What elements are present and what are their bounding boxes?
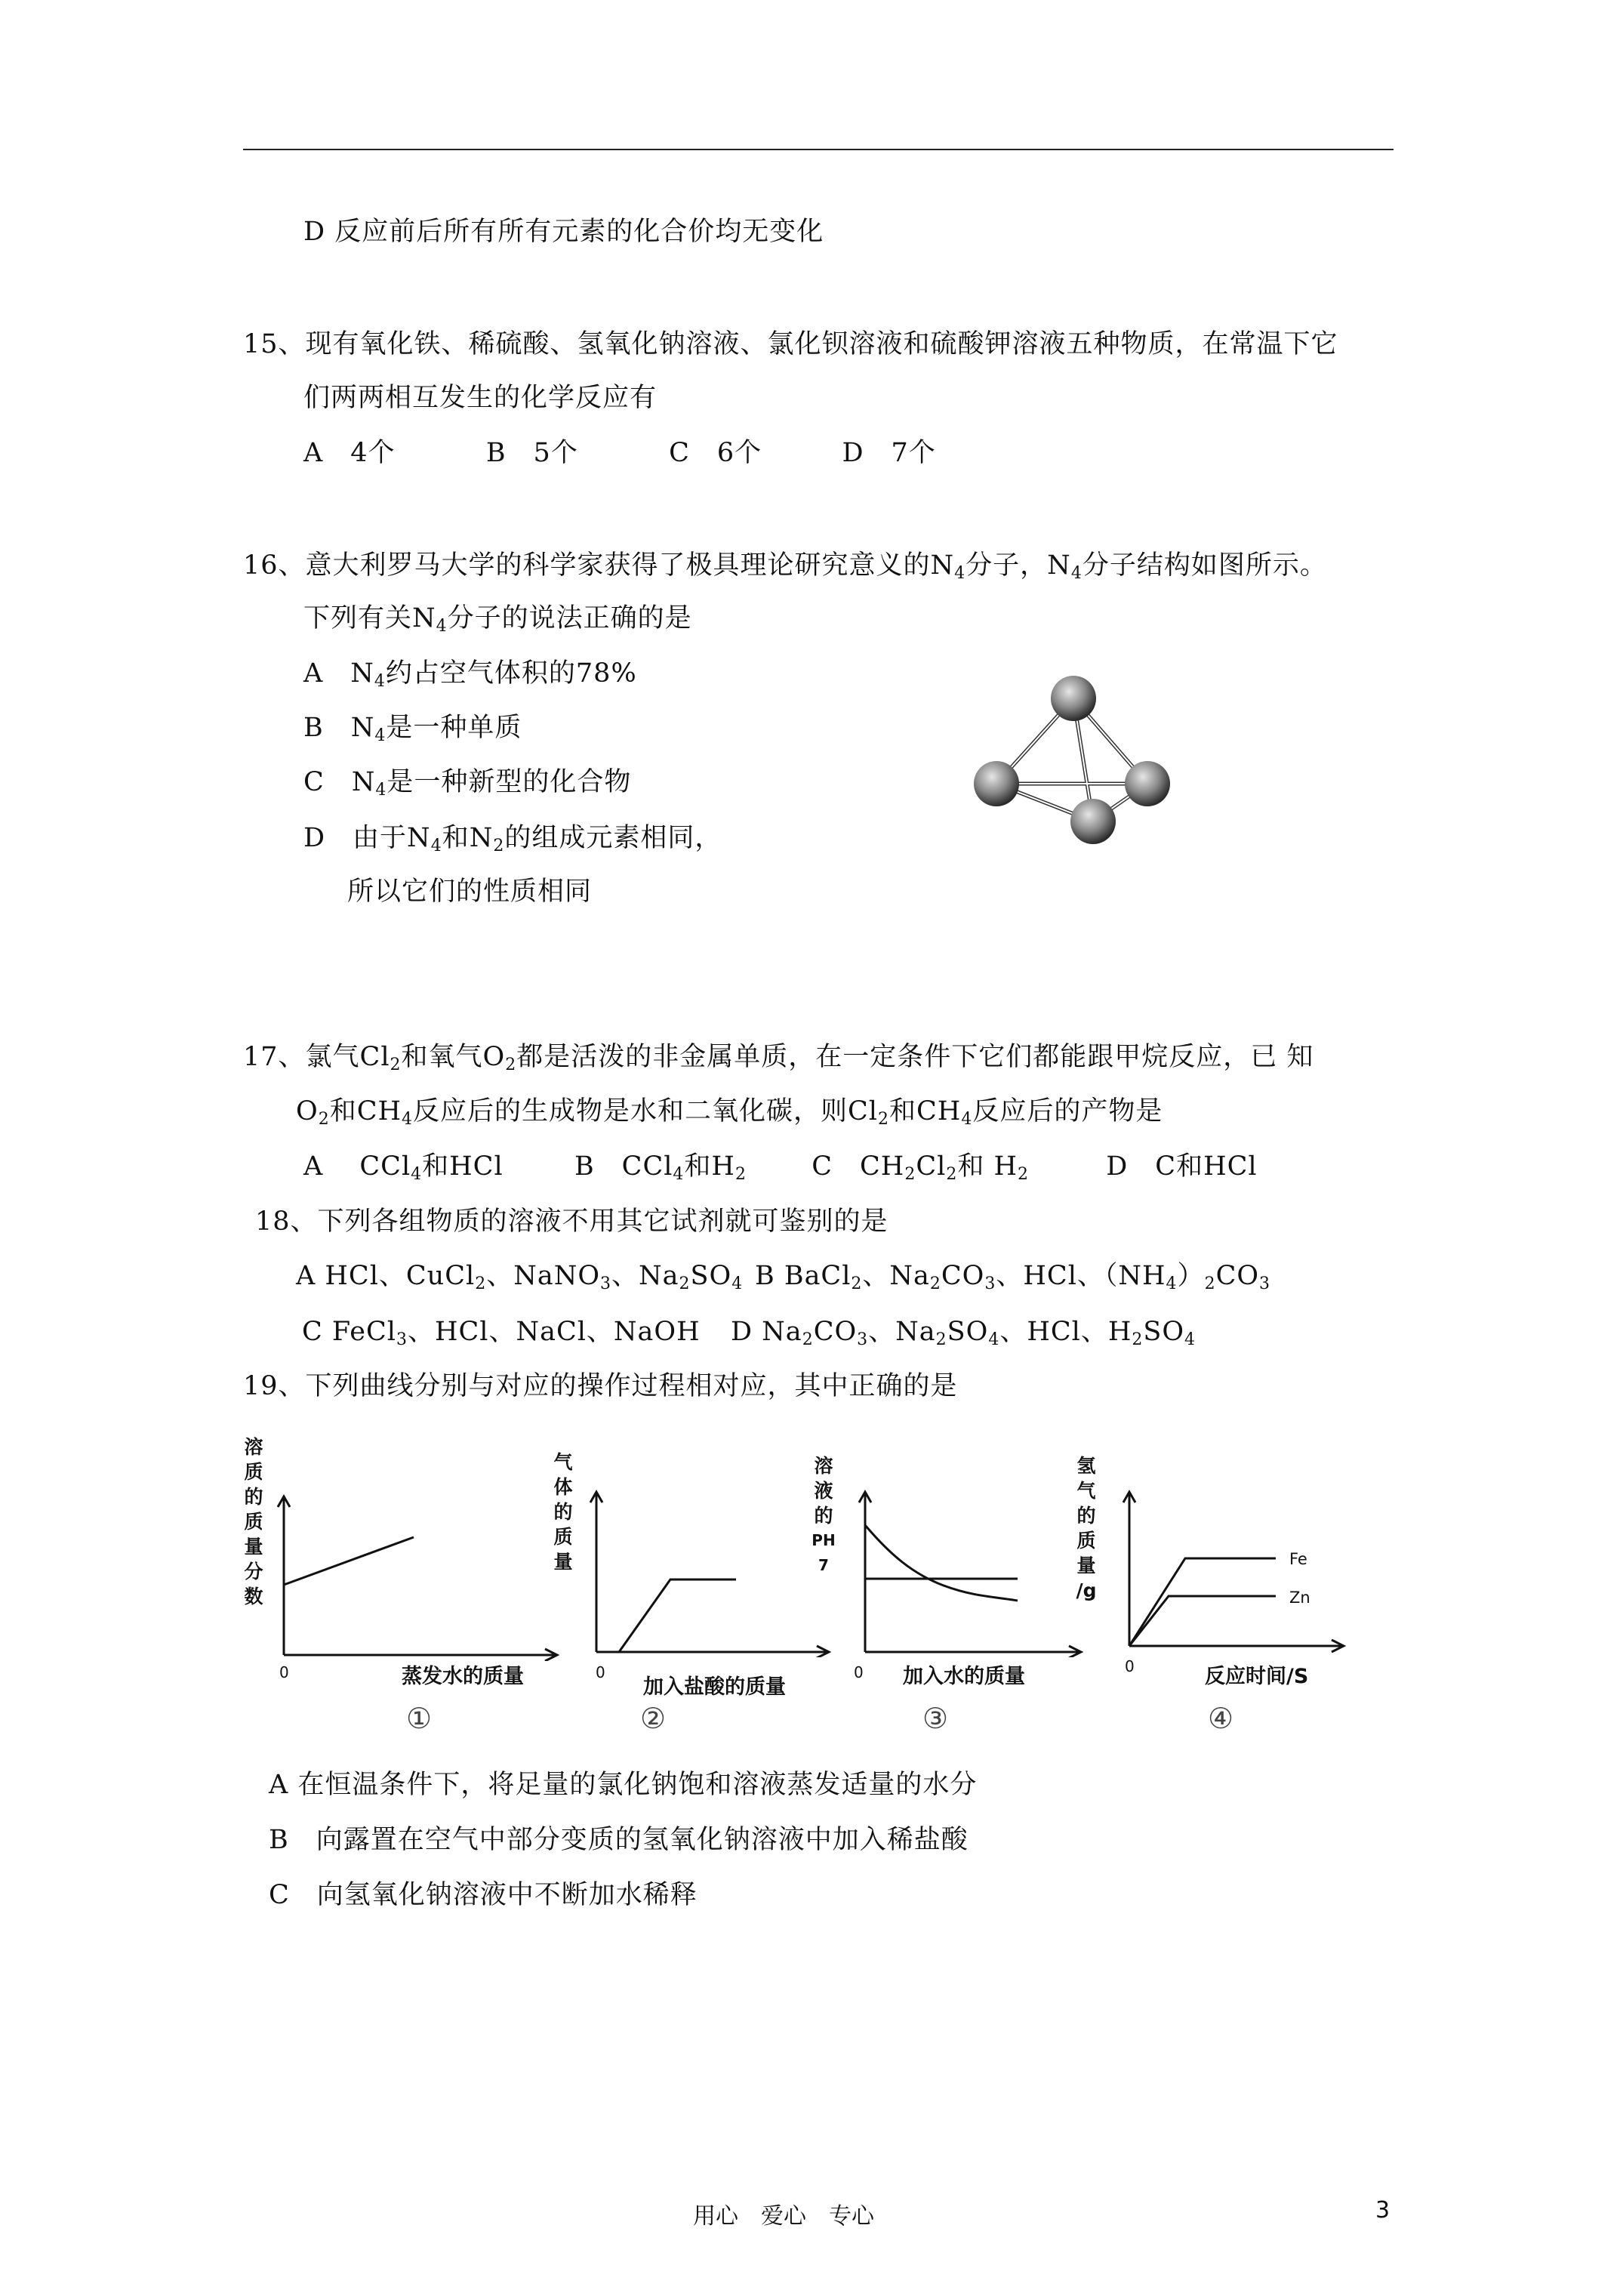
q19-option-b: B 向露置在空气中部分变质的氢氧化钠溶液中加入稀盐酸: [269, 1825, 969, 1855]
graph-4-ylabel: 氢 气 的 质 量 /g: [1076, 1455, 1097, 1601]
q16-stem-line1: 16、意大利罗马大学的科学家获得了极具理论研究意义的$N_4$分子，$N_4$分子结构如图所示。: [243, 550, 1327, 583]
graph-1-curve: [284, 1537, 414, 1585]
q18-stem: 18、下列各组物质的溶液不用其它试剂就可鉴别的是: [255, 1207, 888, 1237]
graph-2-xlabel: 加入盐酸的质量: [643, 1675, 786, 1699]
q17-option-d: D C和HCl: [1106, 1151, 1258, 1182]
graph-4-zn-curve: [1129, 1596, 1276, 1646]
graph-4-xlabel: 反应时间/S: [1205, 1665, 1309, 1688]
n-atom: [974, 761, 1019, 806]
graph-4-number: ④: [1208, 1702, 1234, 1735]
q16-option-b: B $N_4$是一种单质: [303, 713, 522, 745]
q16-option-a: A $N_4$约占空气体积的78%: [303, 658, 637, 691]
graph-3-plot: [838, 1480, 1087, 1657]
page-number: 3: [1375, 2197, 1390, 2224]
graph-4-legend-zn: Zn: [1289, 1589, 1310, 1607]
q14-option-d: D 反应前后所有所有元素的化合价均无变化: [303, 217, 824, 247]
graph-2-number: ②: [640, 1702, 667, 1735]
q15-stem-line2: 们两两相互发生的化学反应有: [303, 383, 658, 413]
q18-option-a: A HCl、CuCl$_2$、NaNO$_3$、$Na_2SO_4$: [296, 1261, 744, 1293]
graph-4-origin: 0: [1125, 1657, 1135, 1675]
q17-option-c: C $CH_2Cl_2$和 $H_2$: [812, 1151, 1029, 1184]
graph-1-xlabel: 蒸发水的质量: [402, 1665, 524, 1688]
graph-1-number: ①: [406, 1702, 433, 1735]
graph-3-origin: 0: [854, 1663, 864, 1681]
q15-options: [303, 435, 936, 471]
n-atom: [1070, 799, 1116, 844]
q15-option-b: B 5个: [485, 438, 578, 468]
q15-option-c: C 6个: [669, 438, 762, 468]
n4-molecule-diagram: [966, 672, 1178, 861]
graph-3-ylabel: 溶 液 的 PH 7: [812, 1455, 836, 1574]
q16-stem-line2: 下列有关$N_4$分子的说法正确的是: [303, 603, 692, 636]
q17-option-a: A CCl$_4$和HCl: [303, 1151, 504, 1184]
graph-2-curve: [619, 1579, 736, 1652]
q16-option-c: C $N_4$是一种新型的化合物: [303, 767, 632, 800]
graph-2-origin: 0: [596, 1663, 605, 1681]
n-atom: [1125, 761, 1170, 806]
q19-option-a: A 在恒温条件下，将足量的氯化钠饱和溶液蒸发适量的水分: [269, 1770, 978, 1800]
q17-option-b: B CCl$_4$和$H_2$: [574, 1151, 747, 1184]
graph-3-number: ③: [922, 1702, 949, 1735]
q16-option-d-line2: 所以它们的性质相同: [347, 877, 593, 907]
q17-stem-line2: $O_2$和$CH_4$反应后的生成物是水和二氧化碳，则$Cl_2$和$CH_4$反应后的产物是: [296, 1096, 1163, 1129]
graph-3-xlabel: 加入水的质量: [903, 1665, 1025, 1688]
q15-option-d: D 7个: [842, 438, 936, 468]
graph-1-ylabel: 溶 质 的 质 量 分 数: [244, 1436, 263, 1607]
graph-1-origin: 0: [279, 1663, 289, 1681]
graph-1-plot: [264, 1487, 566, 1661]
graph-2-ylabel: 气 体 的 质 量: [553, 1451, 573, 1573]
graph-4-fe-curve: [1129, 1558, 1276, 1646]
q18-option-b: B BaCl$_2$、$Na_2CO_3$、HCl、$(NH_4)_2CO_3$: [755, 1261, 1271, 1293]
graph-2-plot: [574, 1480, 838, 1657]
q15-option-a: A 4个: [303, 438, 396, 468]
graph-4-plot: [1102, 1480, 1351, 1657]
q19-stem: 19、下列曲线分别与对应的操作过程相对应，其中正确的是: [243, 1371, 958, 1401]
graph-4-legend-fe: Fe: [1289, 1550, 1307, 1568]
n-atom: [1051, 676, 1096, 721]
q17-options: [303, 1148, 1258, 1185]
footer-slogan: 用心 爱心 专心: [693, 2203, 874, 2230]
q19-option-c: C 向氢氧化钠溶液中不断加水稀释: [269, 1880, 698, 1910]
q17-stem-line1: 17、氯气$Cl_2$和氧气$O_2$都是活泼的非金属单质，在一定条件下它们都能跟甲烷反应，已 知: [243, 1042, 1314, 1074]
q18-option-c: C FeCl$_3$、HCl、NaCl、NaOH: [302, 1317, 701, 1349]
q15-stem-line1: 15、现有氧化铁、稀硫酸、氢氧化钠溶液、氯化钡溶液和硫酸钾溶液五种物质，在常温下它: [243, 329, 1338, 359]
q18-option-d: D $Na_2CO_3$、$Na_2SO_4$、HCl、$H_2SO_4$: [731, 1317, 1196, 1349]
header-rule: [243, 149, 1394, 150]
q16-option-d: D 由于$N_4$和$N_2$的组成元素相同，: [303, 823, 722, 855]
graph-3-curve: [865, 1525, 1018, 1601]
